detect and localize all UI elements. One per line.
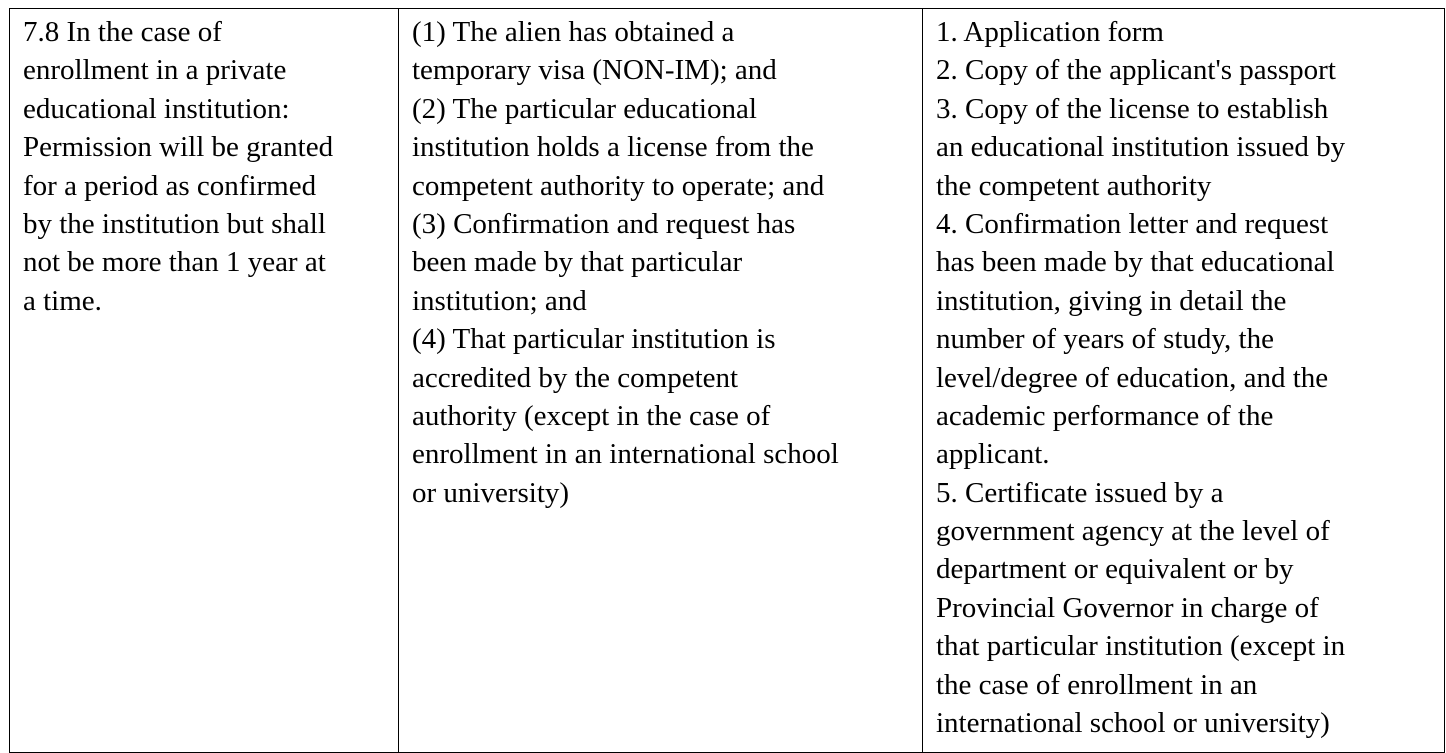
- requirements-text: [399, 9, 922, 512]
- condition-line: 7.8 In the case of: [23, 16, 222, 48]
- document-line: department or equivalent or by: [936, 553, 1294, 586]
- document-line: institution, giving in detail the: [936, 284, 1287, 317]
- condition-line: not be more than 1 year at: [23, 246, 326, 279]
- document-line: 1. Application form: [936, 16, 1164, 48]
- document-line: level/degree of education, and the: [936, 361, 1329, 394]
- document-line: the case of enrollment in an: [936, 668, 1258, 701]
- table-row: [10, 9, 1445, 753]
- condition-line: Permission will be granted: [23, 131, 334, 164]
- document-line: the competent authority: [936, 169, 1212, 202]
- documents-cell: [923, 9, 1445, 753]
- condition-text: [10, 9, 398, 320]
- document-line: 3. Copy of the license to establish: [936, 92, 1329, 125]
- requirement-line: competent authority to operate; and: [412, 169, 825, 202]
- document-line: 2. Copy of the applicant's passport: [936, 54, 1336, 87]
- requirement-line: institution; and: [412, 284, 587, 317]
- condition-line: by the institution but shall: [23, 207, 326, 240]
- condition-cell: [10, 9, 399, 753]
- requirement-line: (3) Confirmation and request has: [412, 207, 796, 240]
- condition-line: for a period as confirmed: [23, 169, 317, 202]
- requirement-line: (1) The alien has obtained a: [412, 16, 735, 48]
- document-line: 4. Confirmation letter and request: [936, 207, 1329, 240]
- document-line: has been made by that educational: [936, 246, 1335, 279]
- document-line: an educational institution issued by: [936, 131, 1346, 164]
- requirement-line: enrollment in an international school: [412, 438, 839, 471]
- document-line: Provincial Governor in charge of: [936, 591, 1319, 624]
- requirements-cell: [399, 9, 923, 753]
- document-line: academic performance of the: [936, 399, 1274, 432]
- regulation-table: [9, 8, 1445, 753]
- condition-line: a time.: [23, 284, 102, 317]
- condition-line: educational institution:: [23, 92, 290, 125]
- requirement-line: been made by that particular: [412, 246, 743, 279]
- document-line: applicant.: [936, 438, 1050, 471]
- requirement-line: temporary visa (NON-IM); and: [412, 54, 777, 87]
- document-line: number of years of study, the: [936, 323, 1274, 356]
- requirement-line: (4) That particular institution is: [412, 323, 776, 356]
- requirement-line: institution holds a license from the: [412, 131, 814, 164]
- document-line: international school or university): [936, 707, 1330, 740]
- requirement-line: accredited by the competent: [412, 361, 739, 394]
- document-line: government agency at the level of: [936, 515, 1330, 548]
- requirement-line: (2) The particular educational: [412, 92, 757, 125]
- document-line: that particular institution (except in: [936, 630, 1346, 663]
- condition-line: enrollment in a private: [23, 54, 287, 87]
- requirement-line: or university): [412, 476, 570, 509]
- document-line: 5. Certificate issued by a: [936, 476, 1224, 509]
- requirement-line: authority (except in the case of: [412, 399, 771, 432]
- documents-text: [923, 9, 1444, 742]
